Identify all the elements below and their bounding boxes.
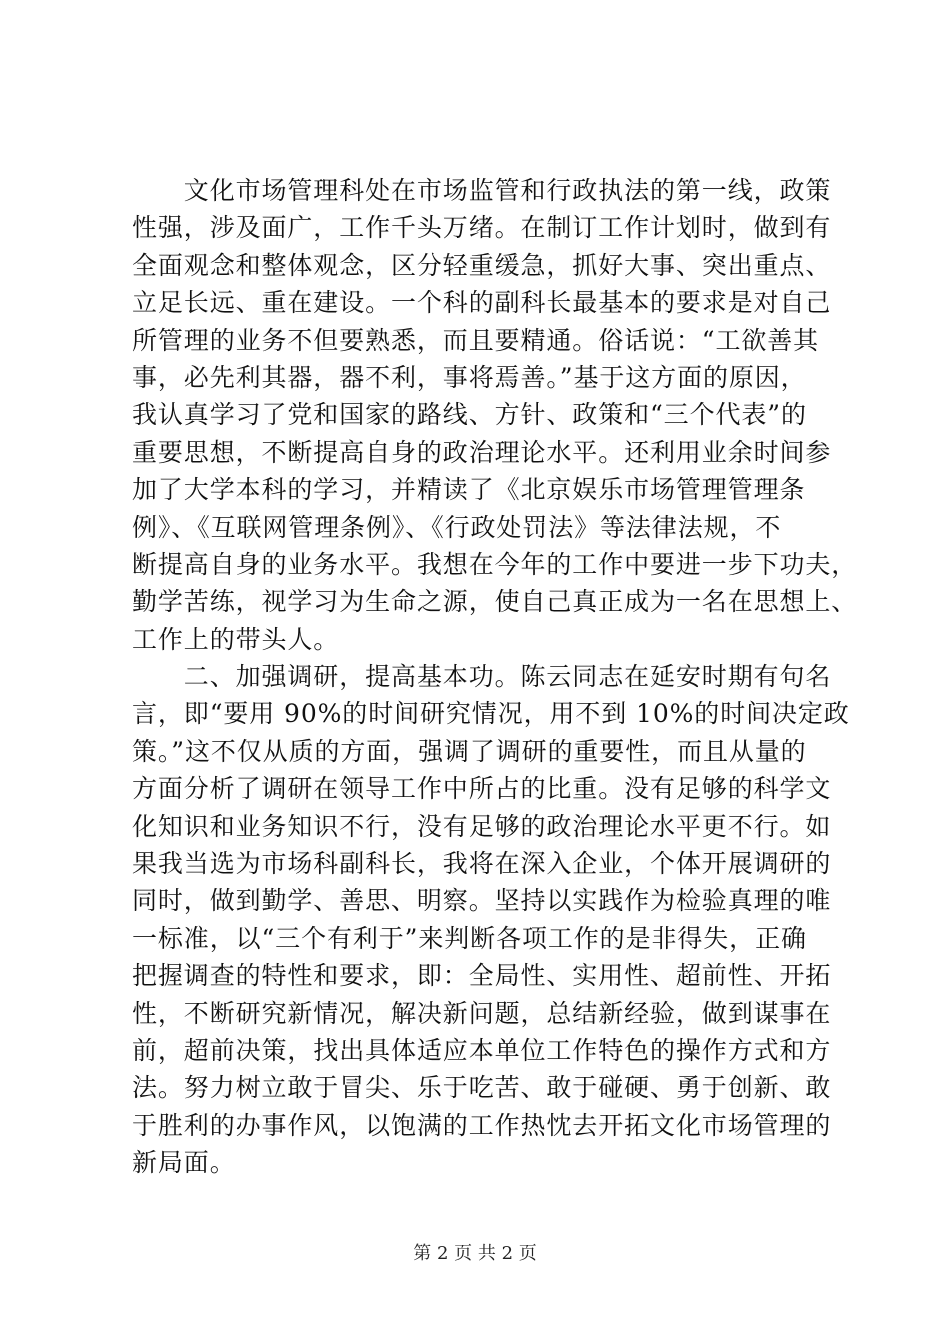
text-line: 立足长远、重在建设。一个科的副科长最基本的要求是对自己 <box>132 288 832 318</box>
page-footer: 第 2 页 共 2 页 <box>413 1243 537 1264</box>
text-line: 二、加强调研，提高基本功。陈云同志在延安时期有句名 <box>132 662 832 692</box>
body-text <box>132 172 858 1182</box>
text-line: 前，超前决策，找出具体适应本单位工作特色的操作方式和方 <box>132 1035 832 1065</box>
text-line: 新局面。 <box>132 1148 236 1178</box>
text-line: 果我当选为市场科副科长，我将在深入企业，个体开展调研的 <box>132 849 832 879</box>
text-line: 全面观念和整体观念，区分轻重缓急，抓好大事、突出重点、 <box>132 250 832 280</box>
text-line: 同时，做到勤学、善思、明察。坚持以实践作为检验真理的唯 <box>132 886 832 916</box>
text-line: 事，必先利其器，器不利，事将焉善。”基于这方面的原因， <box>132 362 807 392</box>
text-line: 言，即“要用 90%的时间研究情况，用不到 10%的时间决定政 <box>132 699 850 729</box>
text-line: 我认真学习了党和国家的路线、方针、政策和“三个代表”的 <box>132 400 807 430</box>
text-line: 例》、《互联网管理条例》、《行政处罚法》等法律法规，不 <box>132 512 782 542</box>
text-line: 工作上的带头人。 <box>132 624 340 654</box>
text-line: 于胜利的办事作风，以饱满的工作热忱去开拓文化市场管理的 <box>132 1110 832 1140</box>
text-line: 所管理的业务不但要熟悉，而且要精通。俗话说：“工欲善其 <box>132 325 820 355</box>
text-line: 重要思想，不断提高自身的政治理论水平。还利用业余时间参 <box>132 437 832 467</box>
text-line: 方面分析了调研在领导工作中所占的比重。没有足够的科学文 <box>132 774 832 804</box>
text-line: 法。努力树立敢于冒尖、乐于吃苦、敢于碰硬、勇于创新、敢 <box>132 1073 832 1103</box>
text-line: 文化市场管理科处在市场监管和行政执法的第一线，政策 <box>132 176 832 205</box>
text-line: 勤学苦练，视学习为生命之源，使自己真正成为一名在思想上、 <box>132 587 858 617</box>
text-line: 性，不断研究新情况，解决新问题，总结新经验，做到谋事在 <box>132 998 832 1028</box>
text-line: 一标准，以“三个有利于”来判断各项工作的是非得失，正确 <box>132 923 807 953</box>
text-line: 把握调查的特性和要求，即：全局性、实用性、超前性、开拓 <box>132 961 832 991</box>
text-line: 化知识和业务知识不行，没有足够的政治理论水平更不行。如 <box>132 811 832 841</box>
text-line: 策。”这不仅从质的方面，强调了调研的重要性，而且从量的 <box>132 736 807 766</box>
text-line: 断提高自身的业务水平。我想在今年的工作中要进一步下功夫， <box>132 549 858 579</box>
text-line: 加了大学本科的学习，并精读了《北京娱乐市场管理管理条 <box>132 475 806 505</box>
text-line: 性强，涉及面广，工作千头万绪。在制订工作计划时，做到有 <box>132 213 832 243</box>
